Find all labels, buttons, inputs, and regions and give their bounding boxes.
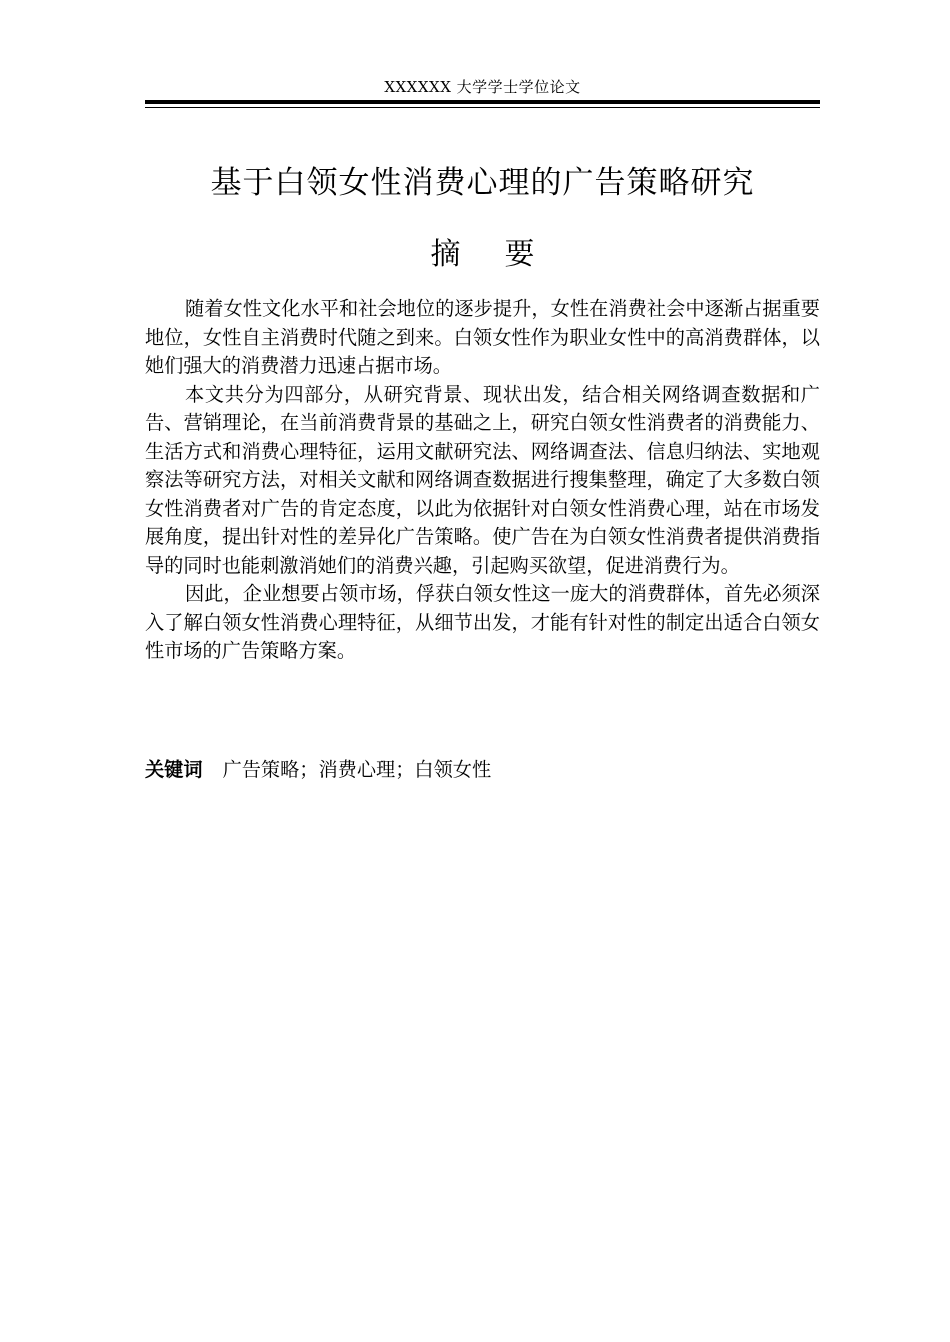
- header-rule-thick: [145, 100, 820, 104]
- header-rule-thin: [145, 107, 820, 108]
- abstract-paragraph-3: 因此，企业想要占领市场，俘获白领女性这一庞大的消费群体，首先必须深入了解白领女性消费心理特征，从细节出发，才能有针对性的制定出适合白领女性市场的广告策略方案。: [145, 582, 820, 662]
- running-header: XXXXXX 大学学士学位论文: [384, 78, 581, 96]
- keywords: [145, 756, 820, 784]
- keywords-label: 关键词: [145, 758, 203, 781]
- keywords-value: 广告策略；消费心理；白领女性: [222, 758, 492, 781]
- paper-title: 基于白领女性消费心理的广告策略研究: [210, 165, 755, 201]
- abstract-heading: 摘要: [430, 237, 579, 272]
- abstract-paragraph-2: 本文共分为四部分，从研究背景、现状出发，结合相关网络调查数据和广告、营销理论，在当前消费背景的基础之上，研究白领女性消费者的消费能力、生活方式和消费心理特征，运用文献研究法、网络调查法、信息归纳法、实地观察法等研究方法，对相关文献和网络调查数据进行搜集整理，确定了大多数白领女性消费者对广告的肯定态度，以此为依据针对白领女性消费心理，站在市场发展角度，提出针对性的差异化广告策略。使广告在为白领女性消费者提供消费指导的同时也能刺激消她们的消费兴趣，引起购买欲望，促进消费行为。: [145, 382, 820, 577]
- abstract-paragraph-1: 随着女性文化水平和社会地位的逐步提升，女性在消费社会中逐渐占据重要地位，女性自主消费时代随之到来。白领女性作为职业女性中的高消费群体，以她们强大的消费潜力迅速占据市场。: [145, 297, 820, 377]
- abstract-body: [145, 295, 820, 666]
